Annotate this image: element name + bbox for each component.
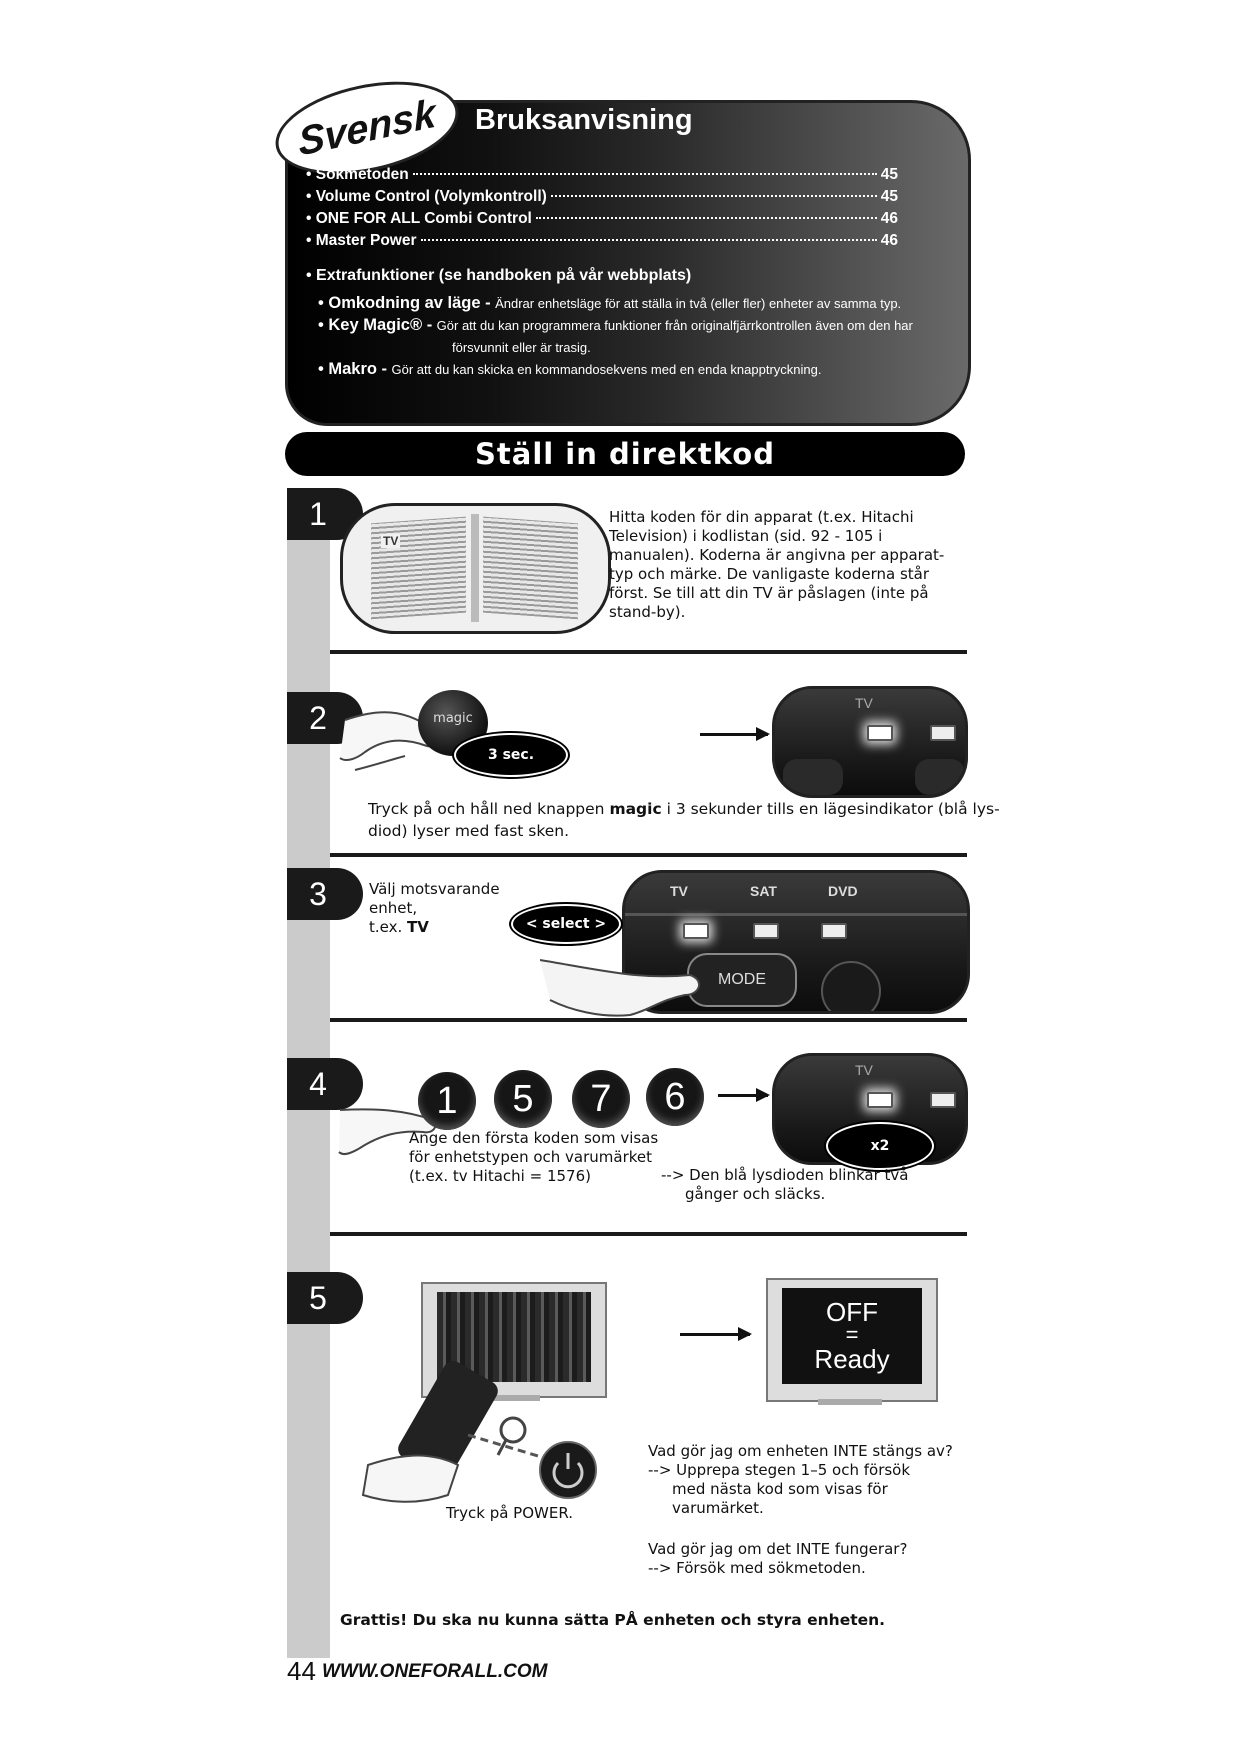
- toc-item: • Sökmetoden 45: [306, 166, 898, 183]
- website-url: WWW.ONEFORALL.COM: [322, 1661, 548, 1682]
- step-1-number: 1: [287, 488, 363, 540]
- digit-1-button: 1: [418, 1072, 476, 1130]
- step-2-number: 2: [287, 692, 363, 744]
- faq-2: Vad gör jag om det INTE fungerar? --> Försök med sökmetoden.: [648, 1540, 908, 1577]
- page-number: 44: [287, 1656, 316, 1686]
- step-4-number: 4: [287, 1058, 363, 1110]
- tv-led: [867, 1092, 893, 1108]
- repeat-badge: x2: [826, 1122, 934, 1170]
- mode-tv-label: TV: [670, 883, 688, 899]
- step-3-number: 3: [287, 868, 363, 920]
- digit-7-button: 7: [572, 1070, 630, 1128]
- digit-5-button: 5: [494, 1070, 552, 1128]
- language-label: Svensk: [296, 90, 438, 165]
- header-title: Bruksanvisning: [475, 104, 693, 136]
- tv-led: [867, 725, 893, 741]
- press-power-label: Tryck på POWER.: [446, 1504, 574, 1522]
- panel-tv-label: TV: [855, 1062, 873, 1078]
- toc-item: • Volume Control (Volymkontroll) 45: [306, 188, 898, 205]
- step-2-text: Tryck på och håll ned knappen magic i 3 sekunder tills en lägesindikator (blå lys- diod) lyser med fast sken.: [368, 800, 1000, 840]
- divider: [330, 1232, 967, 1236]
- mode-sat-label: SAT: [750, 883, 777, 899]
- led: [930, 1092, 956, 1108]
- dvd-led: [821, 923, 847, 939]
- arrow-icon: [700, 733, 768, 736]
- tv-led: [683, 923, 709, 939]
- arrow-icon: [718, 1094, 768, 1097]
- sat-led: [753, 923, 779, 939]
- faq-1: Vad gör jag om enheten INTE stängs av? --> Upprepa stegen 1–5 och försök med nästa kod som visas för varumärket.: [648, 1442, 953, 1517]
- duration-badge: 3 sec.: [454, 733, 568, 777]
- tv-off-illustration: [766, 1278, 938, 1402]
- book-tv-label: TV: [383, 534, 399, 548]
- mode-led-panel: [772, 686, 968, 798]
- congrats-text: Grattis! Du ska nu kunna sätta PÅ enheten och styra enheten.: [340, 1611, 886, 1629]
- step-4-text: Ange den första koden som visas för enhetstypen och varumärket (t.ex. tv Hitachi = 1576): [409, 1129, 659, 1185]
- screen-equals-text: =: [845, 1322, 859, 1347]
- digit-6-button: 6: [646, 1068, 704, 1126]
- divider: [330, 650, 967, 654]
- led: [930, 725, 956, 741]
- extra-item-cont: försvunnit eller är trasig.: [452, 340, 591, 355]
- mode-button: MODE: [687, 953, 797, 1007]
- step-5-number: 5: [287, 1272, 363, 1324]
- extras-heading: • Extrafunktioner (se handboken på vår webbplats): [306, 267, 692, 284]
- extra-item: • Key Magic® - Gör att du kan programmera funktioner från originalfjärrkontrollen även om den har: [318, 316, 913, 334]
- arrow-icon: [680, 1333, 750, 1336]
- toc-item: • ONE FOR ALL Combi Control 46: [306, 210, 898, 227]
- screen-ready-text: Ready: [814, 1344, 890, 1374]
- extra-item: • Makro - Gör att du kan skicka en kommandosekvens med en enda knapptryckning.: [318, 360, 822, 378]
- step-4-result: --> Den blå lysdioden blinkar två gånger och släcks.: [661, 1166, 909, 1203]
- magic-button: magic: [418, 690, 488, 756]
- code-book-illustration: [340, 503, 611, 634]
- divider: [330, 1018, 967, 1022]
- step-1-text: Hitta koden för din apparat (t.ex. Hitachi Television) i kodlistan (sid. 92 - 105 i manualen). Koderna är angivna per apparat- typ och märke. De vanligaste koderna står först. Se till att din TV är påslagen (inte på stand-by).: [609, 508, 945, 621]
- toc-item: • Master Power 46: [306, 232, 898, 249]
- remote-and-power-illustration: [358, 1345, 618, 1525]
- finger-illustration: [540, 940, 710, 1020]
- extra-item: • Omkodning av läge - Ändrar enhetsläge för att ställa in två (eller fler) enheter av samma typ.: [318, 294, 902, 312]
- section-title: Ställ in direktkod: [475, 437, 775, 471]
- mode-dvd-label: DVD: [828, 883, 858, 899]
- divider: [330, 853, 967, 857]
- select-badge: < select >: [511, 904, 621, 944]
- panel-tv-label: TV: [855, 695, 873, 711]
- step-3-text: Välj motsvarande enhet, t.ex. TV: [369, 880, 500, 936]
- screen-off-text: OFF: [826, 1297, 878, 1327]
- section-title-bar: [285, 432, 965, 476]
